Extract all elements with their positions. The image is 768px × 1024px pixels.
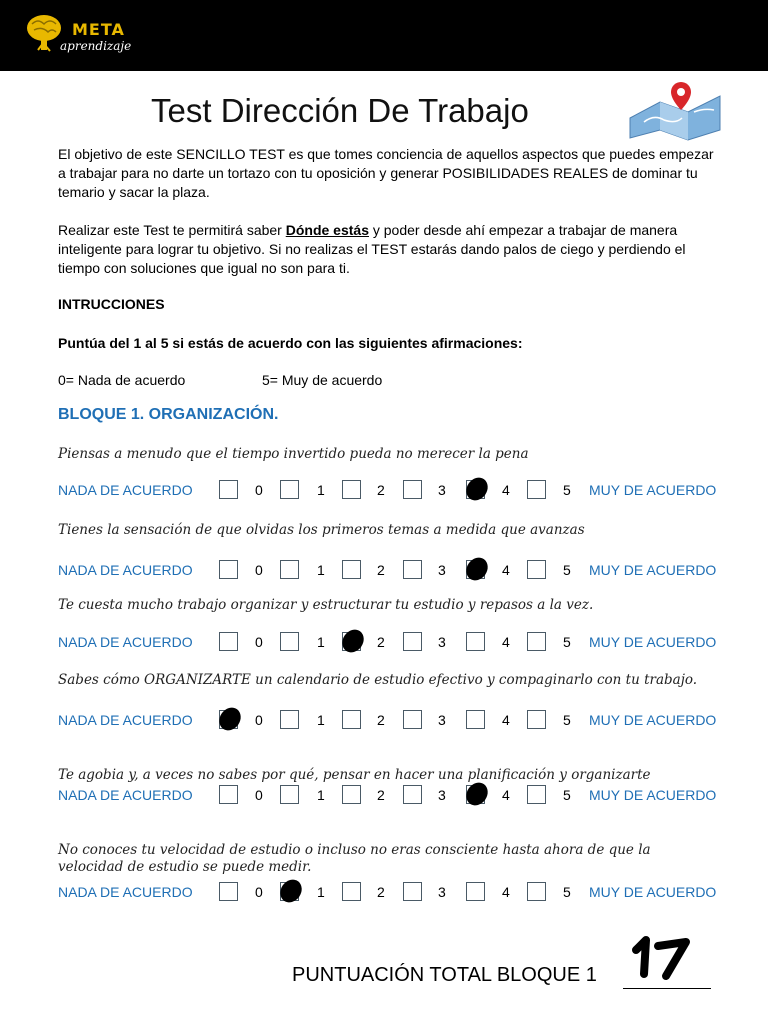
question-text: Sabes cómo ORGANIZARTE un calendario de estudio efectivo y compaginarlo con tu trabajo. [58,672,698,688]
option-number: 5 [563,787,571,803]
checkbox-0[interactable] [219,560,238,579]
checkbox-2[interactable] [342,882,361,901]
label-muy-de-acuerdo: MUY DE ACUERDO [589,712,717,728]
option-number: 0 [255,634,263,650]
answer-row [0,480,768,502]
checkbox-3[interactable] [403,710,422,729]
label-muy-de-acuerdo: MUY DE ACUERDO [589,634,717,650]
option-number: 2 [377,634,385,650]
option-number: 2 [377,787,385,803]
option-number: 2 [377,712,385,728]
checkbox-0[interactable] [219,480,238,499]
checkbox-1[interactable] [280,785,299,804]
checkbox-0[interactable] [219,785,238,804]
checkbox-5[interactable] [527,710,546,729]
handwritten-mark [462,473,492,504]
meta-aprendizaje-logo [22,10,132,60]
intro2-after: y poder desde ahí empezar a trabajar de manera inteligente para lograr tu objetivo. Si no realizas el TEST estarás dando palos de ciego y perdiendo el tiempo con soluciones que igual no son para ti. [58,222,686,276]
question-text: Te cuesta mucho trabajo organizar y estructurar tu estudio y repasos a la vez. [58,597,594,613]
option-number: 0 [255,482,263,498]
answer-row [0,882,768,904]
checkbox-2[interactable] [342,785,361,804]
checkbox-3[interactable] [403,560,422,579]
scale-high: 5= Muy de acuerdo [262,372,383,388]
option-number: 4 [502,482,510,498]
checkbox-0[interactable] [219,882,238,901]
label-muy-de-acuerdo: MUY DE ACUERDO [589,482,717,498]
checkbox-2[interactable] [342,710,361,729]
scale-low: 0= Nada de acuerdo [58,372,186,388]
handwritten-mark [338,625,368,656]
instructions-heading: INTRUCCIONES [58,296,165,312]
checkbox-3[interactable] [403,882,422,901]
checkbox-5[interactable] [527,882,546,901]
option-number: 5 [563,634,571,650]
label-nada-de-acuerdo: NADA DE ACUERDO [58,884,193,900]
checkbox-1[interactable] [280,480,299,499]
checkbox-3[interactable] [403,785,422,804]
option-number: 5 [563,884,571,900]
total-answer-line [623,988,711,989]
header-bar [0,0,768,71]
checkbox-1[interactable] [280,710,299,729]
option-number: 4 [502,884,510,900]
checkbox-4[interactable] [466,632,485,651]
checkbox-4[interactable] [466,710,485,729]
logo-meta-text: META [72,20,125,39]
option-number: 2 [377,884,385,900]
option-number: 4 [502,562,510,578]
checkbox-5[interactable] [527,632,546,651]
checkbox-4[interactable] [466,882,485,901]
label-nada-de-acuerdo: NADA DE ACUERDO [58,712,193,728]
checkbox-5[interactable] [527,785,546,804]
answer-row [0,710,768,732]
checkbox-5[interactable] [527,480,546,499]
option-number: 0 [255,884,263,900]
answer-row [0,632,768,654]
checkbox-2[interactable] [342,560,361,579]
label-nada-de-acuerdo: NADA DE ACUERDO [58,787,193,803]
option-number: 1 [317,634,325,650]
checkbox-1[interactable] [280,632,299,651]
option-number: 1 [317,787,325,803]
option-number: 5 [563,712,571,728]
logo-subtitle-text: aprendizaje [60,39,132,53]
option-number: 3 [438,787,446,803]
option-number: 3 [438,884,446,900]
option-number: 2 [377,562,385,578]
checkbox-1[interactable] [280,560,299,579]
question-text: Piensas a menudo que el tiempo invertido pueda no merecer la pena [58,446,529,462]
intro2-before: Realizar este Test te permitirá saber [58,222,286,238]
checkbox-0[interactable] [219,632,238,651]
map-pin-icon [624,78,724,142]
option-number: 0 [255,712,263,728]
label-muy-de-acuerdo: MUY DE ACUERDO [589,562,717,578]
handwritten-score [622,932,702,982]
option-number: 1 [317,884,325,900]
label-nada-de-acuerdo: NADA DE ACUERDO [58,562,193,578]
option-number: 5 [563,562,571,578]
question-text: No conoces tu velocidad de estudio o incluso no eras consciente hasta ahora de que la velocidad de estudio se puede medir. [58,842,651,875]
option-number: 3 [438,482,446,498]
answer-row [0,785,768,807]
checkbox-3[interactable] [403,632,422,651]
option-number: 3 [438,634,446,650]
option-number: 3 [438,562,446,578]
page-title: Test Dirección De Trabajo [151,92,529,129]
option-number: 4 [502,712,510,728]
intro-paragraph-2 [58,221,718,278]
checkbox-5[interactable] [527,560,546,579]
option-number: 2 [377,482,385,498]
handwritten-mark [462,553,492,584]
question-text: Tienes la sensación de que olvidas los primeros temas a medida que avanzas [58,522,585,538]
option-number: 3 [438,712,446,728]
option-number: 4 [502,634,510,650]
handwritten-mark [276,875,306,906]
label-nada-de-acuerdo: NADA DE ACUERDO [58,482,193,498]
handwritten-mark [215,703,245,734]
block-title: BLOQUE 1. ORGANIZACIÓN. [58,406,279,423]
label-nada-de-acuerdo: NADA DE ACUERDO [58,634,193,650]
option-number: 1 [317,712,325,728]
label-muy-de-acuerdo: MUY DE ACUERDO [589,787,717,803]
label-muy-de-acuerdo: MUY DE ACUERDO [589,884,717,900]
answer-row [0,560,768,582]
scale-legend [58,372,382,388]
question-text: Te agobia y, a veces no sabes por qué, pensar en hacer una planificación y organizarte [58,767,651,783]
option-number: 0 [255,787,263,803]
intro-paragraph: El objetivo de este SENCILLO TEST es que tomes conciencia de aquellos aspectos que puedes empezar a trabajar para no darte un tortazo con tu oposición y generar POSIBILIDADES REALES de dominar tu temario y sacar la plaza. [58,146,714,200]
option-number: 0 [255,562,263,578]
intro2-emphasis: Dónde estás [285,222,369,238]
option-number: 1 [317,482,325,498]
option-number: 4 [502,787,510,803]
checkbox-3[interactable] [403,480,422,499]
checkbox-2[interactable] [342,480,361,499]
total-label: PUNTUACIÓN TOTAL BLOQUE 1 [292,964,597,986]
option-number: 5 [563,482,571,498]
option-number: 1 [317,562,325,578]
instructions-text: Puntúa del 1 al 5 si estás de acuerdo con las siguientes afirmaciones: [58,335,523,351]
